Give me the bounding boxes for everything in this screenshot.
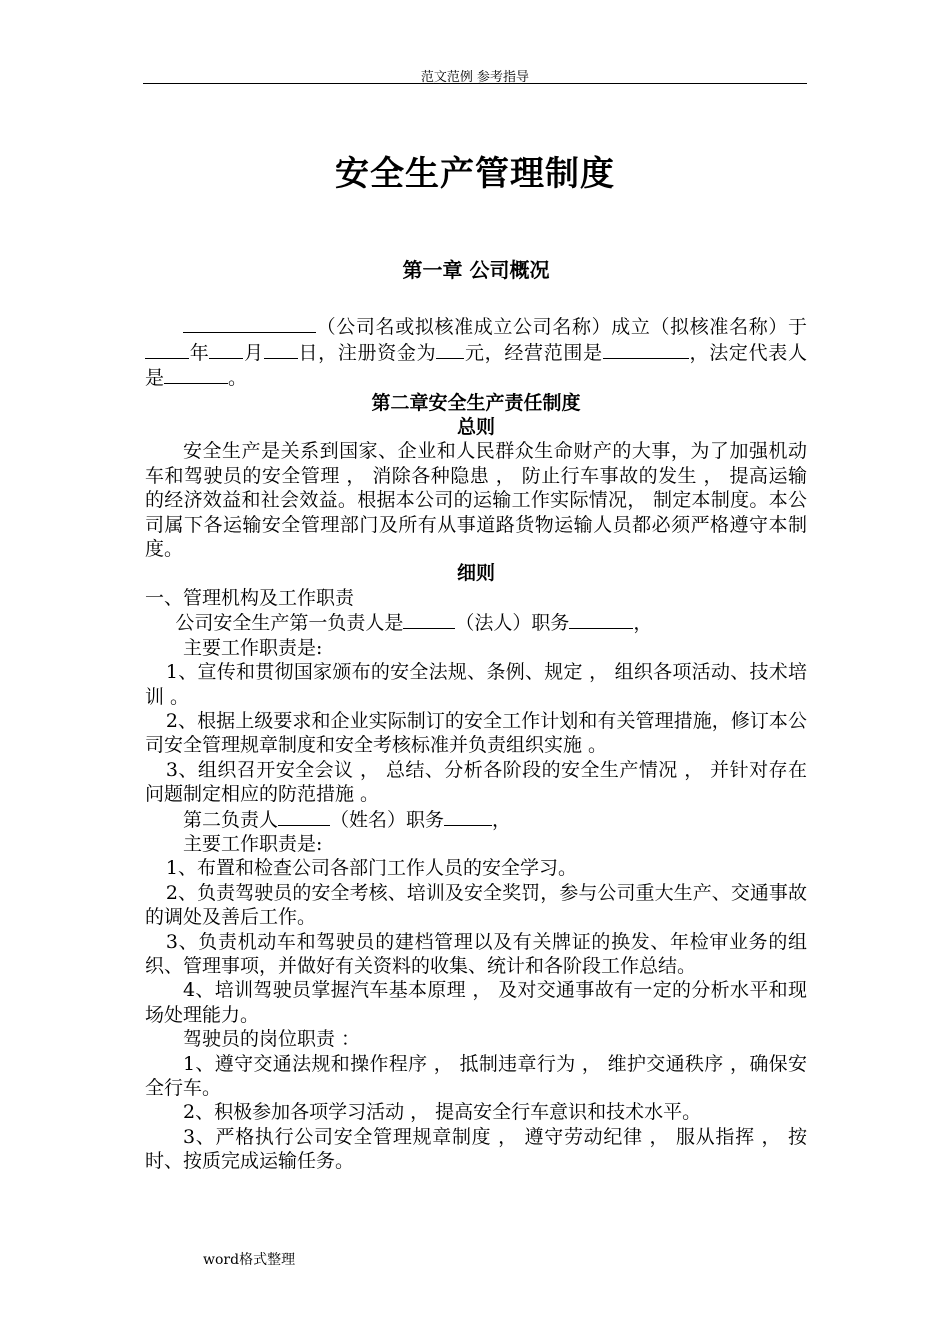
first-position-blank (569, 610, 633, 629)
page-header: 范文范例 参考指导 (420, 70, 530, 85)
second-duty-item: 4、培训驾驶员掌握汽车基本原理 ， 及对交通事故有一定的分析水平和现场处理能力。 (145, 979, 807, 1026)
details-heading: 细则 (456, 562, 495, 585)
capital-blank (436, 340, 464, 359)
first-duty-item: 3、组织召开安全会议 ， 总结、分析各阶段的安全生产情况 ， 并针对存在问题制定相应的防范措施 。 (145, 758, 807, 806)
document-title: 安全生产管理制度 (335, 154, 615, 194)
first-responsible-blank (403, 610, 455, 629)
second-duty-item: 1、布置和检查公司各部门工作人员的安全学习。 (165, 857, 577, 880)
general-heading: 总则 (456, 416, 495, 439)
chapter1-heading: 第一章 公司概况 (402, 258, 550, 282)
driver-duties-label: 驾驶员的岗位职责 ： (183, 1028, 361, 1051)
month-blank (209, 340, 243, 359)
day-blank (264, 340, 298, 359)
second-position-blank (444, 807, 492, 826)
header-rule (143, 83, 807, 84)
general-paragraph: 安全生产是关系到国家、企业和人民群众生命财产的大事，为了加强机动车和驾驶员的安全管理 ， 消除各种隐患 ， 防止行车事故的发生 ， 提高运输的经济效益和社会效益。根据本公司的运输工作实际情况， 制定本制度。本公司属下各运输安全管理部门及所有从事道路货物运输人员都必须严格遵守本制度。 (145, 440, 807, 561)
first-responsible-line: 公司安全生产第一负责人是 （法人）职务 ， (175, 612, 653, 635)
chapter2-heading: 第二章安全生产责任制度 (371, 391, 581, 414)
duties-label-1: 主要工作职责是: (183, 636, 323, 659)
duties-label-2: 主要工作职责是: (183, 832, 323, 855)
year-blank (145, 340, 189, 359)
second-responsible-blank (278, 807, 330, 826)
legal-rep-blank (164, 365, 228, 384)
second-responsible-line: 第二负责人 （姓名）职务 ， (183, 808, 512, 831)
driver-duty-item: 2、积极参加各项学习活动 ， 提高安全行车意识和技术水平。 (183, 1101, 702, 1124)
first-duty-item: 1、宣传和贯彻国家颁布的安全法规、条例、规定 ， 组织各项活动、技术培训 。 (145, 661, 807, 708)
company-name-blank (183, 314, 316, 333)
first-duty-item: 2、根据上级要求和企业实际制订的安全工作计划和有关管理措施，修订本公司安全管理规章制度和安全考核标准并负责组织实施 。 (145, 709, 807, 757)
second-duty-item: 3、负责机动车和驾驶员的建档管理以及有关牌证的换发、年检审业务的组织、管理事项，并做好有关资料的收集、统计和各阶段工作总结。 (145, 930, 807, 977)
company-overview-paragraph: （公司名或拟核准成立公司名称）成立（拟核准名称）于年 月 日，注册资金为 元，经营范围是 ，法定代表人是 。 (145, 316, 807, 390)
section1-heading: 一、管理机构及工作职责 (145, 586, 355, 609)
driver-duty-item: 3、严格执行公司安全管理规章制度 ， 遵守劳动纪律 ， 服从指挥 ， 按时、按质完成运输任务。 (145, 1125, 807, 1173)
scope-blank (603, 340, 689, 359)
page-footer: word格式整理 (203, 1252, 296, 1268)
document-body (145, 258, 807, 1174)
driver-duty-item: 1、遵守交通法规和操作程序 ， 抵制违章行为 ， 维护交通秩序 ，确保安全行车。 (145, 1052, 807, 1099)
second-duty-item: 2、负责驾驶员的安全考核、培训及安全奖罚，参与公司重大生产、交通事故的调处及善后工作。 (145, 881, 807, 929)
